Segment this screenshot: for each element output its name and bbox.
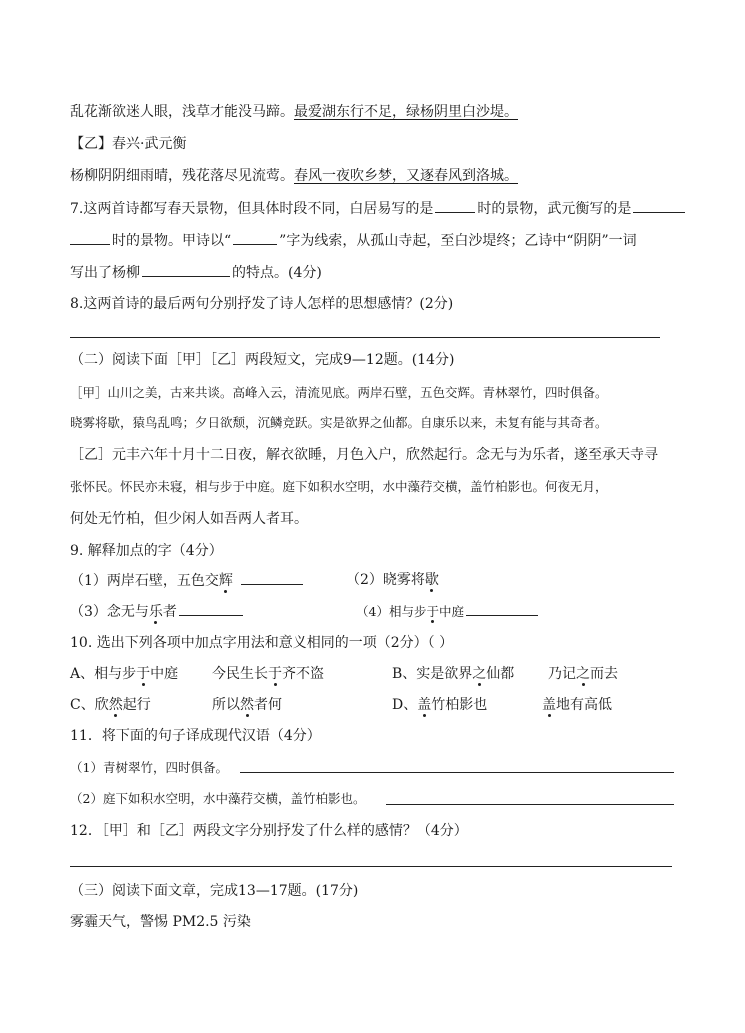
q9-dotted-char-3: 乐 xyxy=(148,604,163,620)
q10-option-a2: 今民生长于齐不盗 xyxy=(212,666,324,682)
q7-text-3a: 写出了杨柳 xyxy=(70,265,140,281)
q10-row-ab xyxy=(70,664,677,684)
q9-row2 xyxy=(70,601,677,622)
q9-item1: （1）两岸石壁，五色交辉 xyxy=(70,573,233,589)
poem-b-plain: 杨柳阴阴细雨晴，残花落尽见流莺。 xyxy=(70,168,294,184)
q9-item4: （4）相与步于中庭 xyxy=(356,601,540,622)
q11-answer-line-2[interactable] xyxy=(386,804,674,805)
q10-option-b[interactable]: B、实是欲界之仙都 xyxy=(392,666,515,682)
q10-b2-dot: 之 xyxy=(576,666,590,682)
q7-text-1b: 时的景物，武元衡写的是 xyxy=(477,201,632,217)
q9-dotted-char-1: 辉 xyxy=(218,573,233,589)
q7-text-1a: 7.这两首诗都写春天景物，但具体时段不同，白居易写的是 xyxy=(70,201,434,217)
q9-item2: （2）晓雾将歇 xyxy=(346,572,439,588)
q10-c2-dot: 然 xyxy=(240,697,254,713)
q11-title: 11．将下面的句子译成现代汉语（4分） xyxy=(70,728,321,744)
q7-blank-3[interactable] xyxy=(70,230,110,245)
q7-blank-2[interactable] xyxy=(633,198,685,213)
q9-dotted-char-4: 于 xyxy=(426,604,439,619)
passage-b-line3: 何处无竹柏，但少闲人如吾两人者耳。 xyxy=(70,511,308,527)
q11-sentence-2: （2）庭下如积水空明，水中藻荇交横，盖竹柏影也。 xyxy=(70,791,366,806)
poem-a-underlined: 最爱湖东行不足，绿杨阴里白沙堤。 xyxy=(294,104,518,120)
q11-answer-line-1[interactable] xyxy=(240,772,674,773)
q10-option-a[interactable]: A、相与步于中庭 xyxy=(70,666,179,682)
q7-blank-5[interactable] xyxy=(142,262,230,277)
q10-c-dot: 然 xyxy=(108,697,123,713)
q7-text-3b: 的特点。(4分) xyxy=(232,265,322,281)
q10-title: 10. 选出下列各项中加点字用法和意义相同的一项（2分）（ ） xyxy=(70,635,454,651)
q10-a-dot: 于 xyxy=(136,666,151,682)
q10-row-cd xyxy=(70,695,677,715)
q9-blank-4[interactable] xyxy=(466,601,538,616)
poem-b-title: 【乙】春兴·武元衡 xyxy=(70,136,187,152)
q9-row1 xyxy=(70,570,677,591)
q10-option-b2: 乃记之而去 xyxy=(548,666,618,682)
sec3-heading: （三）阅读下面文章，完成13—17题。(17分) xyxy=(70,883,359,899)
q10-option-c2: 所以然者何 xyxy=(212,697,282,713)
q7-line1 xyxy=(70,198,677,219)
q9-item3: （3）念无与乐者 xyxy=(70,604,177,620)
q7-text-2a: 时的景物。甲诗以“ xyxy=(112,233,232,249)
q7-line2 xyxy=(70,230,677,251)
q10-b-dot: 之 xyxy=(472,666,487,682)
q10-d-dot: 盖 xyxy=(417,697,432,713)
q7-line3 xyxy=(70,262,677,283)
q7-text-2b: ”字为线索，从孤山寺起，至白沙堤终；乙诗中“阴阴”一词 xyxy=(279,233,637,249)
q11-sentence-1: （1）青树翠竹，四时俱备。 xyxy=(70,760,228,775)
q7-blank-4[interactable] xyxy=(233,230,277,245)
q12-title: 12．［甲］和［乙］两段文字分别抒发了什么样的感情？（4分） xyxy=(70,823,468,839)
q7-blank-1[interactable] xyxy=(435,198,475,213)
q8-question: 8.这两首诗的最后两句分别抒发了诗人怎样的思想感情？(2分) xyxy=(70,296,454,312)
q9-blank-1[interactable] xyxy=(241,570,303,585)
poem-a-plain: 乱花渐欲迷人眼，浅草才能没马蹄。 xyxy=(70,104,294,120)
q9-dotted-char-2: 歇 xyxy=(424,572,439,588)
sec3-article-title: 雾霾天气，警惕 PM2.5 污染 xyxy=(70,914,251,930)
passage-b-line1: ［乙］元丰六年十月十二日夜，解衣欲睡，月色入户，欣然起行。念无与为乐者，遂至承天寺寻 xyxy=(70,447,658,463)
q10-option-d[interactable]: D、盖竹柏影也 xyxy=(392,697,488,713)
poem-b-underlined: 春风一夜吹乡梦，又逐春风到洛城。 xyxy=(294,168,518,184)
q10-d2-dot: 盖 xyxy=(542,697,556,713)
q10-a2-dot: 于 xyxy=(268,666,282,682)
q8-answer-line[interactable] xyxy=(70,337,660,338)
sec2-heading: （二）阅读下面［甲］［乙］两段短文，完成9—12题。(14分) xyxy=(70,352,455,368)
q10-option-d2: 盖地有高低 xyxy=(542,697,612,713)
q9-title: 9. 解释加点的字（4分） xyxy=(70,543,223,559)
poem-a-line xyxy=(70,102,677,122)
passage-b-line2: 张怀民。怀民亦未寝，相与步于中庭。庭下如积水空明，水中藻荇交横，盖竹柏影也。何夜无月， xyxy=(70,479,608,494)
passage-a-line2: 晓雾将歇，猿鸟乱鸣；夕日欲颓，沉鳞竞跃。实是欲界之仙都。自康乐以来，未复有能与其奇者。 xyxy=(70,415,608,430)
passage-a-line1: ［甲］山川之美，古来共谈。高峰入云，清流见底。两岸石壁，五色交辉。青林翠竹，四时俱备。 xyxy=(70,385,608,400)
q9-blank-3[interactable] xyxy=(179,601,243,616)
poem-b-line xyxy=(70,166,677,186)
q10-option-c[interactable]: C、欣然起行 xyxy=(70,697,151,713)
q12-answer-line[interactable] xyxy=(70,866,672,867)
